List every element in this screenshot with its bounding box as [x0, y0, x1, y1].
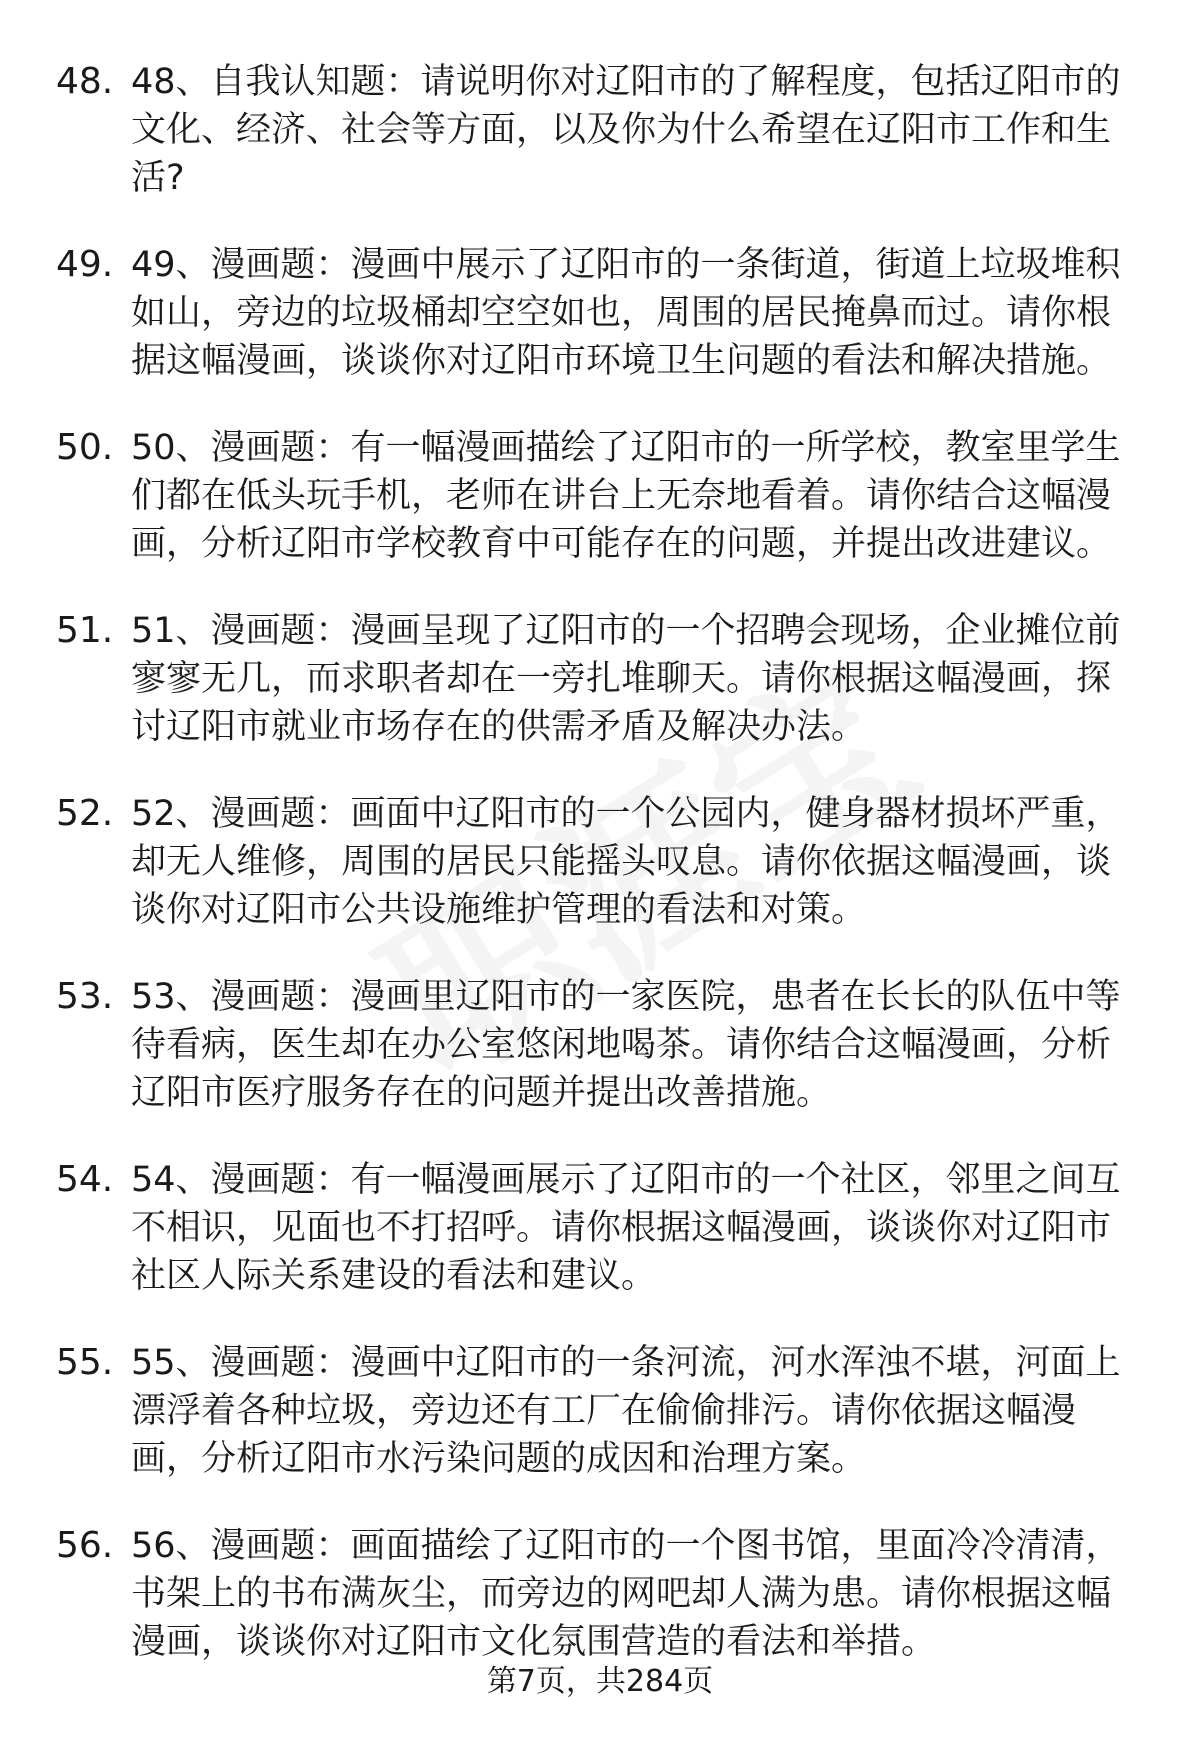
- question-text: 56、漫画题：画面描绘了辽阳市的一个图书馆，里面冷冷清清，书架上的书布满灰尘，而旁边的网吧却人满为患。请你根据这幅漫画，谈谈你对辽阳市文化氛围营造的看法和举措。: [131, 1526, 1121, 1662]
- question-number: 51.: [56, 610, 114, 651]
- question-item: [0, 607, 1200, 790]
- question-number: 52.: [56, 793, 114, 834]
- question-text: 50、漫画题：有一幅漫画描绘了辽阳市的一所学校，教室里学生们都在低头玩手机，老师在讲台上无奈地看着。请你结合这幅漫画，分析辽阳市学校教育中可能存在的问题，并提出改进建议。: [131, 428, 1121, 564]
- question-item: [0, 424, 1200, 607]
- question-item: [0, 241, 1200, 424]
- question-text: 52、漫画题：画面中辽阳市的一个公园内，健身器材损坏严重，却无人维修，周围的居民只能摇头叹息。请你依据这幅漫画，谈谈你对辽阳市公共设施维护管理的看法和对策。: [131, 794, 1121, 930]
- question-text: 51、漫画题：漫画呈现了辽阳市的一个招聘会现场，企业摊位前寥寥无几，而求职者却在一旁扎堆聊天。请你根据这幅漫画，探讨辽阳市就业市场存在的供需矛盾及解决办法。: [131, 611, 1121, 747]
- question-item: [0, 1156, 1200, 1339]
- question-number: 48.: [56, 61, 114, 102]
- question-item: [0, 1339, 1200, 1522]
- question-list: [0, 58, 1200, 1705]
- question-item: [0, 790, 1200, 973]
- question-number: 55.: [56, 1342, 114, 1383]
- question-number: 50.: [56, 427, 114, 468]
- question-text: 49、漫画题：漫画中展示了辽阳市的一条街道，街道上垃圾堆积如山，旁边的垃圾桶却空空如也，周围的居民掩鼻而过。请你根据这幅漫画，谈谈你对辽阳市环境卫生问题的看法和解决措施。: [131, 245, 1121, 381]
- question-text: 48、自我认知题：请说明你对辽阳市的了解程度，包括辽阳市的文化、经济、社会等方面，以及你为什么希望在辽阳市工作和生活?: [131, 62, 1121, 198]
- question-item: [0, 973, 1200, 1156]
- question-text: 55、漫画题：漫画中辽阳市的一条河流，河水浑浊不堪，河面上漂浮着各种垃圾，旁边还有工厂在偷偷排污。请你依据这幅漫画，分析辽阳市水污染问题的成因和治理方案。: [131, 1343, 1121, 1479]
- question-number: 56.: [56, 1525, 114, 1566]
- question-text: 53、漫画题：漫画里辽阳市的一家医院，患者在长长的队伍中等待看病，医生却在办公室悠闲地喝茶。请你结合这幅漫画，分析辽阳市医疗服务存在的问题并提出改善措施。: [131, 977, 1121, 1113]
- question-text: 54、漫画题：有一幅漫画展示了辽阳市的一个社区，邻里之间互不相识，见面也不打招呼。请你根据这幅漫画，谈谈你对辽阳市社区人际关系建设的看法和建议。: [131, 1160, 1121, 1296]
- question-item: [0, 58, 1200, 241]
- question-number: 49.: [56, 244, 114, 285]
- page-footer: 第7页，共284页: [486, 1664, 714, 1699]
- question-number: 54.: [56, 1159, 114, 1200]
- question-number: 53.: [56, 976, 114, 1017]
